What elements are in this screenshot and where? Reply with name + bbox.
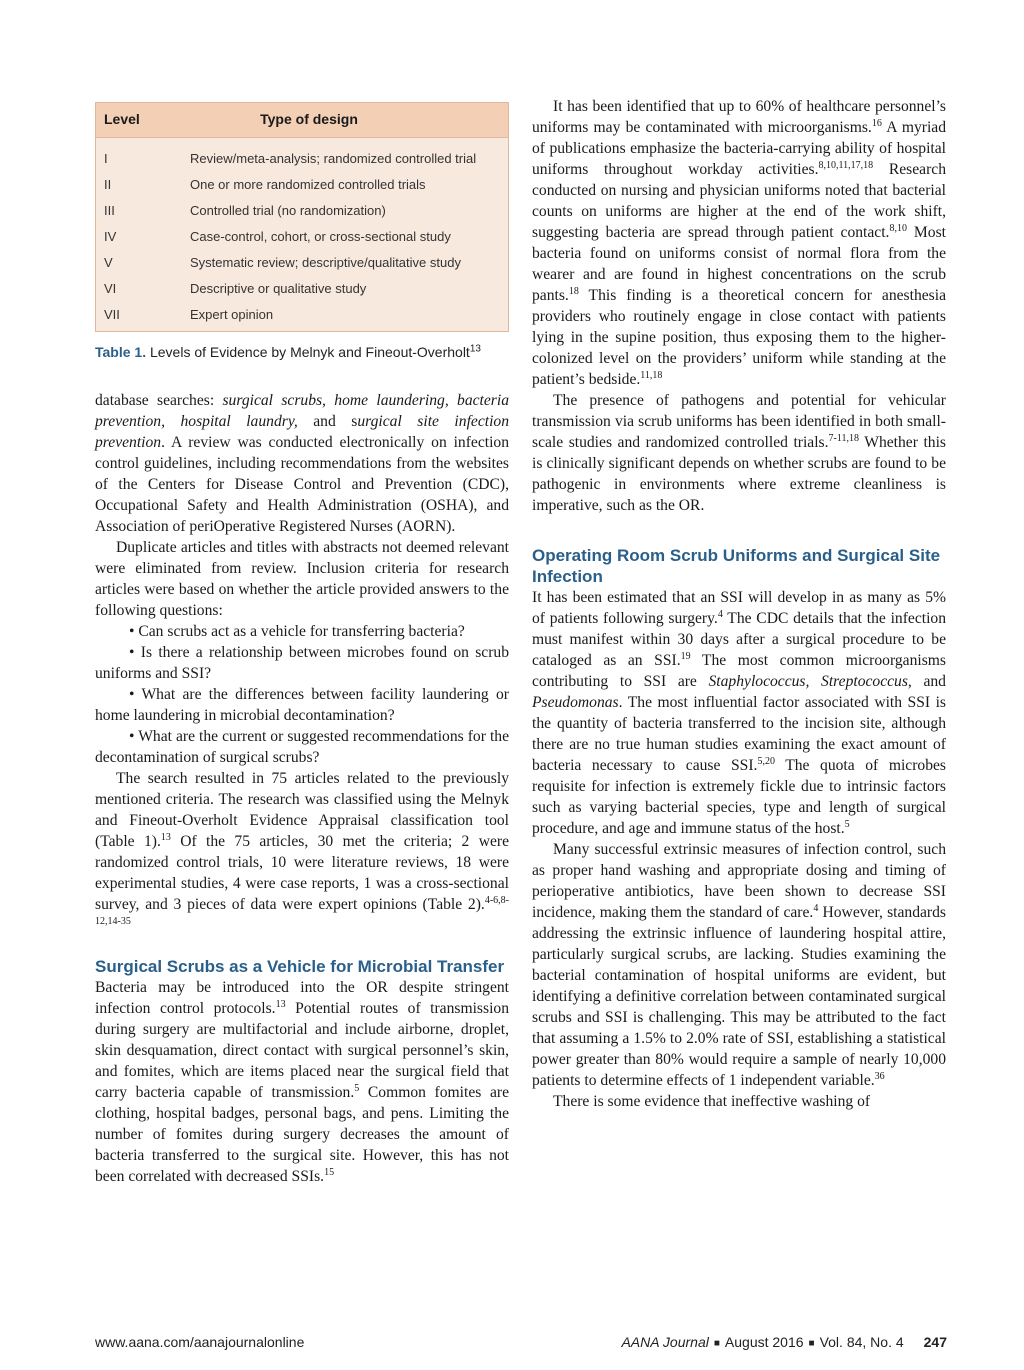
text-run: . A review was conducted electronically on infection control guidelines, including recommendations from the websites of the Centers for Disease Control and Prevention (CDC), Occupational Safety and Health Administration (OSHA), and Association of periOperative Registered Nurses (AORN). xyxy=(95,434,509,535)
bullet-item: • Can scrubs act as a vehicle for transferring bacteria? xyxy=(129,623,465,640)
table-cell-type: One or more randomized controlled trials xyxy=(190,177,426,192)
paragraph-extrinsic-measures xyxy=(532,839,946,1091)
table-cell-type: Expert opinion xyxy=(190,307,274,322)
table-header-level: Level xyxy=(96,103,183,138)
citation-ref: 36 xyxy=(874,1070,885,1082)
text-run: The quota of microbes requisite for infection is extremely fickle due to intrinsic factors such as varying bacterial species, type and length of surgical procedure, and age and immune status of the host. xyxy=(532,757,946,837)
text-run: Research conducted on nursing and physician uniforms noted that bacterial counts on uniforms are higher at the end of the work shift, suggesting bacteria are spread through patient contact. xyxy=(532,161,946,241)
volume-number: Vol. 84, No. 4 xyxy=(819,1334,904,1350)
journal-url[interactable]: www.aana.com/aanajournalonline xyxy=(95,1334,305,1350)
table-row xyxy=(96,224,509,250)
table-row xyxy=(96,250,509,276)
text-run: Common fomites are clothing, hospital badges, personal bags, and pens. Limiting the number of fomites during surgery decreases the amount of bacteria transferred to the surgical site. However, this has not been correlated with decreased SSIs. xyxy=(95,1084,509,1185)
table-caption-text: Levels of Evidence by Melnyk and Fineout-Overholt xyxy=(149,344,470,360)
table-row xyxy=(96,302,509,332)
citation-ref: 4 xyxy=(717,608,723,620)
section-heading-scrubs-vehicle: Surgical Scrubs as a Vehicle for Microbial Transfer xyxy=(95,957,505,976)
citation-ref: 5 xyxy=(844,818,850,830)
search-terms-italic: surgical scrubs, home laundering, bacteria prevention, hospital laundry, xyxy=(95,392,510,430)
citation-ref: 4 xyxy=(813,902,819,914)
table-cell-type: Review/meta-analysis; randomized controlled trial xyxy=(190,151,477,166)
text-run: Whether this is clinically significant depends on whether scrubs are found to be pathogenic in environments where extreme cleanliness is imperative, such as the OR. xyxy=(532,434,946,514)
text-run: and xyxy=(911,673,946,690)
citation-ref: 5 xyxy=(354,1082,360,1094)
issue-date: August 2016 xyxy=(724,1334,804,1350)
citation-ref: 13 xyxy=(469,343,481,355)
table-cell-level: VII xyxy=(104,307,120,322)
table-row xyxy=(96,198,509,224)
text-run: database searches: xyxy=(95,392,223,409)
text-run: This finding is a theoretical concern for anesthesia providers who routinely engage in close contact with patients lying in the supine position, thus exposing them to the higher-colonized level on the providers’ uniform while standing at the patient’s bedside. xyxy=(532,287,946,388)
evidence-levels-table xyxy=(95,102,509,332)
square-bullet-icon: ■ xyxy=(713,1338,720,1349)
table-cell-type: Controlled trial (no randomization) xyxy=(190,203,386,218)
text-run: Bacteria may be introduced into the OR despite stringent infection control protocols. xyxy=(95,979,509,1017)
table-cell-level: II xyxy=(104,177,112,192)
journal-citation xyxy=(621,1334,947,1350)
table-cell-level: I xyxy=(104,151,108,166)
paragraph-uniform-contamination xyxy=(532,96,946,390)
paragraph-duplicates: Duplicate articles and titles with abstracts not deemed relevant were eliminated from review. Inclusion criteria for research articles were based on whether the article provided answers to the following questions: xyxy=(95,539,509,619)
citation-ref: 13 xyxy=(275,998,286,1010)
table-caption xyxy=(95,342,509,362)
citation-ref: 15 xyxy=(324,1166,335,1178)
table-caption-label: Table 1. xyxy=(95,344,147,360)
text-run: The presence of pathogens and potential for vehicular transmission via scrub uniforms has been identified in both small-scale studies and randomized controlled trials. xyxy=(532,392,946,451)
table-row xyxy=(96,276,509,302)
text-run: Many successful extrinsic measures of infection control, such as proper hand washing and appropriate dosing and timing of perioperative antibiotics, have been shown to decrease SSI incidence, making them the standard of care. xyxy=(532,841,946,921)
citation-ref: 7-11,18 xyxy=(828,432,859,444)
left-column xyxy=(95,102,509,1187)
text-run: Potential routes of transmission during surgery are multifactorial and include airborne, droplet, skin desquamation, direct contact with surgical personnel’s skin, and fomites, which are items placed near the surgical field that carry bacteria capable of transmission. xyxy=(95,1000,509,1101)
citation-ref: 8,10 xyxy=(889,222,907,234)
text-run: It has been estimated that an SSI will develop in as many as 5% of patients following surgery. xyxy=(532,589,946,627)
paragraph-bacteria-introduced xyxy=(95,977,509,1187)
citation-ref: 13 xyxy=(160,831,171,843)
bullet-item: • What are the differences between facility laundering or home laundering in microbial decontamination? xyxy=(95,686,509,724)
table-row xyxy=(96,172,509,198)
citation-ref: 19 xyxy=(680,650,691,662)
section-heading-or-scrubs-ssi: Operating Room Scrub Uniforms and Surgical Site Infection xyxy=(532,546,941,586)
paragraph-database-searches xyxy=(95,390,509,537)
organism-names-italic: Pseudomonas xyxy=(532,694,619,711)
citation-ref: 18 xyxy=(568,285,579,297)
square-bullet-icon: ■ xyxy=(808,1338,815,1349)
text-run: and s xyxy=(297,413,358,430)
table-header-row xyxy=(96,103,509,138)
table-cell-level: VI xyxy=(104,281,117,296)
table-cell-level: V xyxy=(104,255,113,270)
paragraph-pathogens xyxy=(532,390,946,516)
search-terms-italic: urgical site infection prevention xyxy=(95,413,509,451)
citation-ref: 8,10,11,17,18 xyxy=(818,159,874,171)
bullet-item: • Is there a relationship between microbes found on scrub uniforms and SSI? xyxy=(95,644,509,682)
paragraph-ssi-estimates xyxy=(532,587,946,839)
journal-name: AANA Journal xyxy=(621,1334,709,1350)
paragraph-continues: There is some evidence that ineffective washing of xyxy=(553,1093,871,1110)
table-cell-type: Systematic review; descriptive/qualitative study xyxy=(190,255,461,270)
page-number: 247 xyxy=(923,1334,947,1350)
citation-ref: 4-6,8-12,14-35 xyxy=(95,894,509,927)
text-run: A myriad of publications emphasize the bacteria-carrying ability of hospital uniforms throughout workday activities. xyxy=(532,119,946,178)
text-run: The CDC details that the infection must manifest within 30 days after a surgical procedure to be cataloged as an SSI. xyxy=(532,610,946,669)
right-column xyxy=(532,96,946,1112)
table-header-type: Type of design xyxy=(182,103,509,138)
text-run: Most bacteria found on uniforms consist of normal flora from the wearer and are found in highest concentrations on the scrub pants. xyxy=(532,224,946,304)
table-row xyxy=(96,138,509,173)
text-run: The most common microorganisms contributing to SSI are xyxy=(532,652,946,690)
paragraph-search-results xyxy=(95,768,509,936)
citation-ref: 11,18 xyxy=(640,369,663,381)
citation-ref: 16 xyxy=(871,117,882,129)
text-run: However, standards addressing the extrinsic influence of laundering hospital attire, particularly surgical scrubs, are lacking. Studies examining the bacterial contamination of hospital uniforms are evident, but identifying a definitive correlation between contaminated surgical scrubs and SSI is challenging. This may be attributed to the fact that assuming a 1.5% to 2.0% rate of SSI, establishing a statistical power greater than 80% would require a sample of nearly 10,000 patients to determine effects of 1 independent variable. xyxy=(532,904,946,1089)
text-run: Of the 75 articles, 30 met the criteria; 2 were randomized control trials, 10 were literature reviews, 18 were experimental studies, 4 were case reports, 1 was a cross-sectional survey, and 3 pieces of data were expert opinions (Table 2). xyxy=(95,833,509,913)
text-run: The search resulted in 75 articles related to the previously mentioned criteria. The research was classified using the Melnyk and Fineout-Overholt Evidence Appraisal classification tool (Table 1). xyxy=(95,770,509,850)
text-run: . The most influential factor associated with SSI is the quantity of bacteria transferred to the incision site, although there are no true human studies examining the exact amount of bacteria necessary to cause SSI. xyxy=(532,694,946,774)
table-cell-type: Case-control, cohort, or cross-sectional study xyxy=(190,229,451,244)
text-run: It has been identified that up to 60% of healthcare personnel’s uniforms may be contaminated with microorganisms. xyxy=(532,98,946,136)
citation-ref: 5,20 xyxy=(757,755,775,767)
table-cell-type: Descriptive or qualitative study xyxy=(190,281,367,296)
organism-names-italic: Staphylococcus, Streptococcus, xyxy=(708,673,912,690)
bullet-item: • What are the current or suggested recommendations for the decontamination of surgical scrubs? xyxy=(95,728,509,766)
table-cell-level: IV xyxy=(104,229,117,244)
table-cell-level: III xyxy=(104,203,115,218)
